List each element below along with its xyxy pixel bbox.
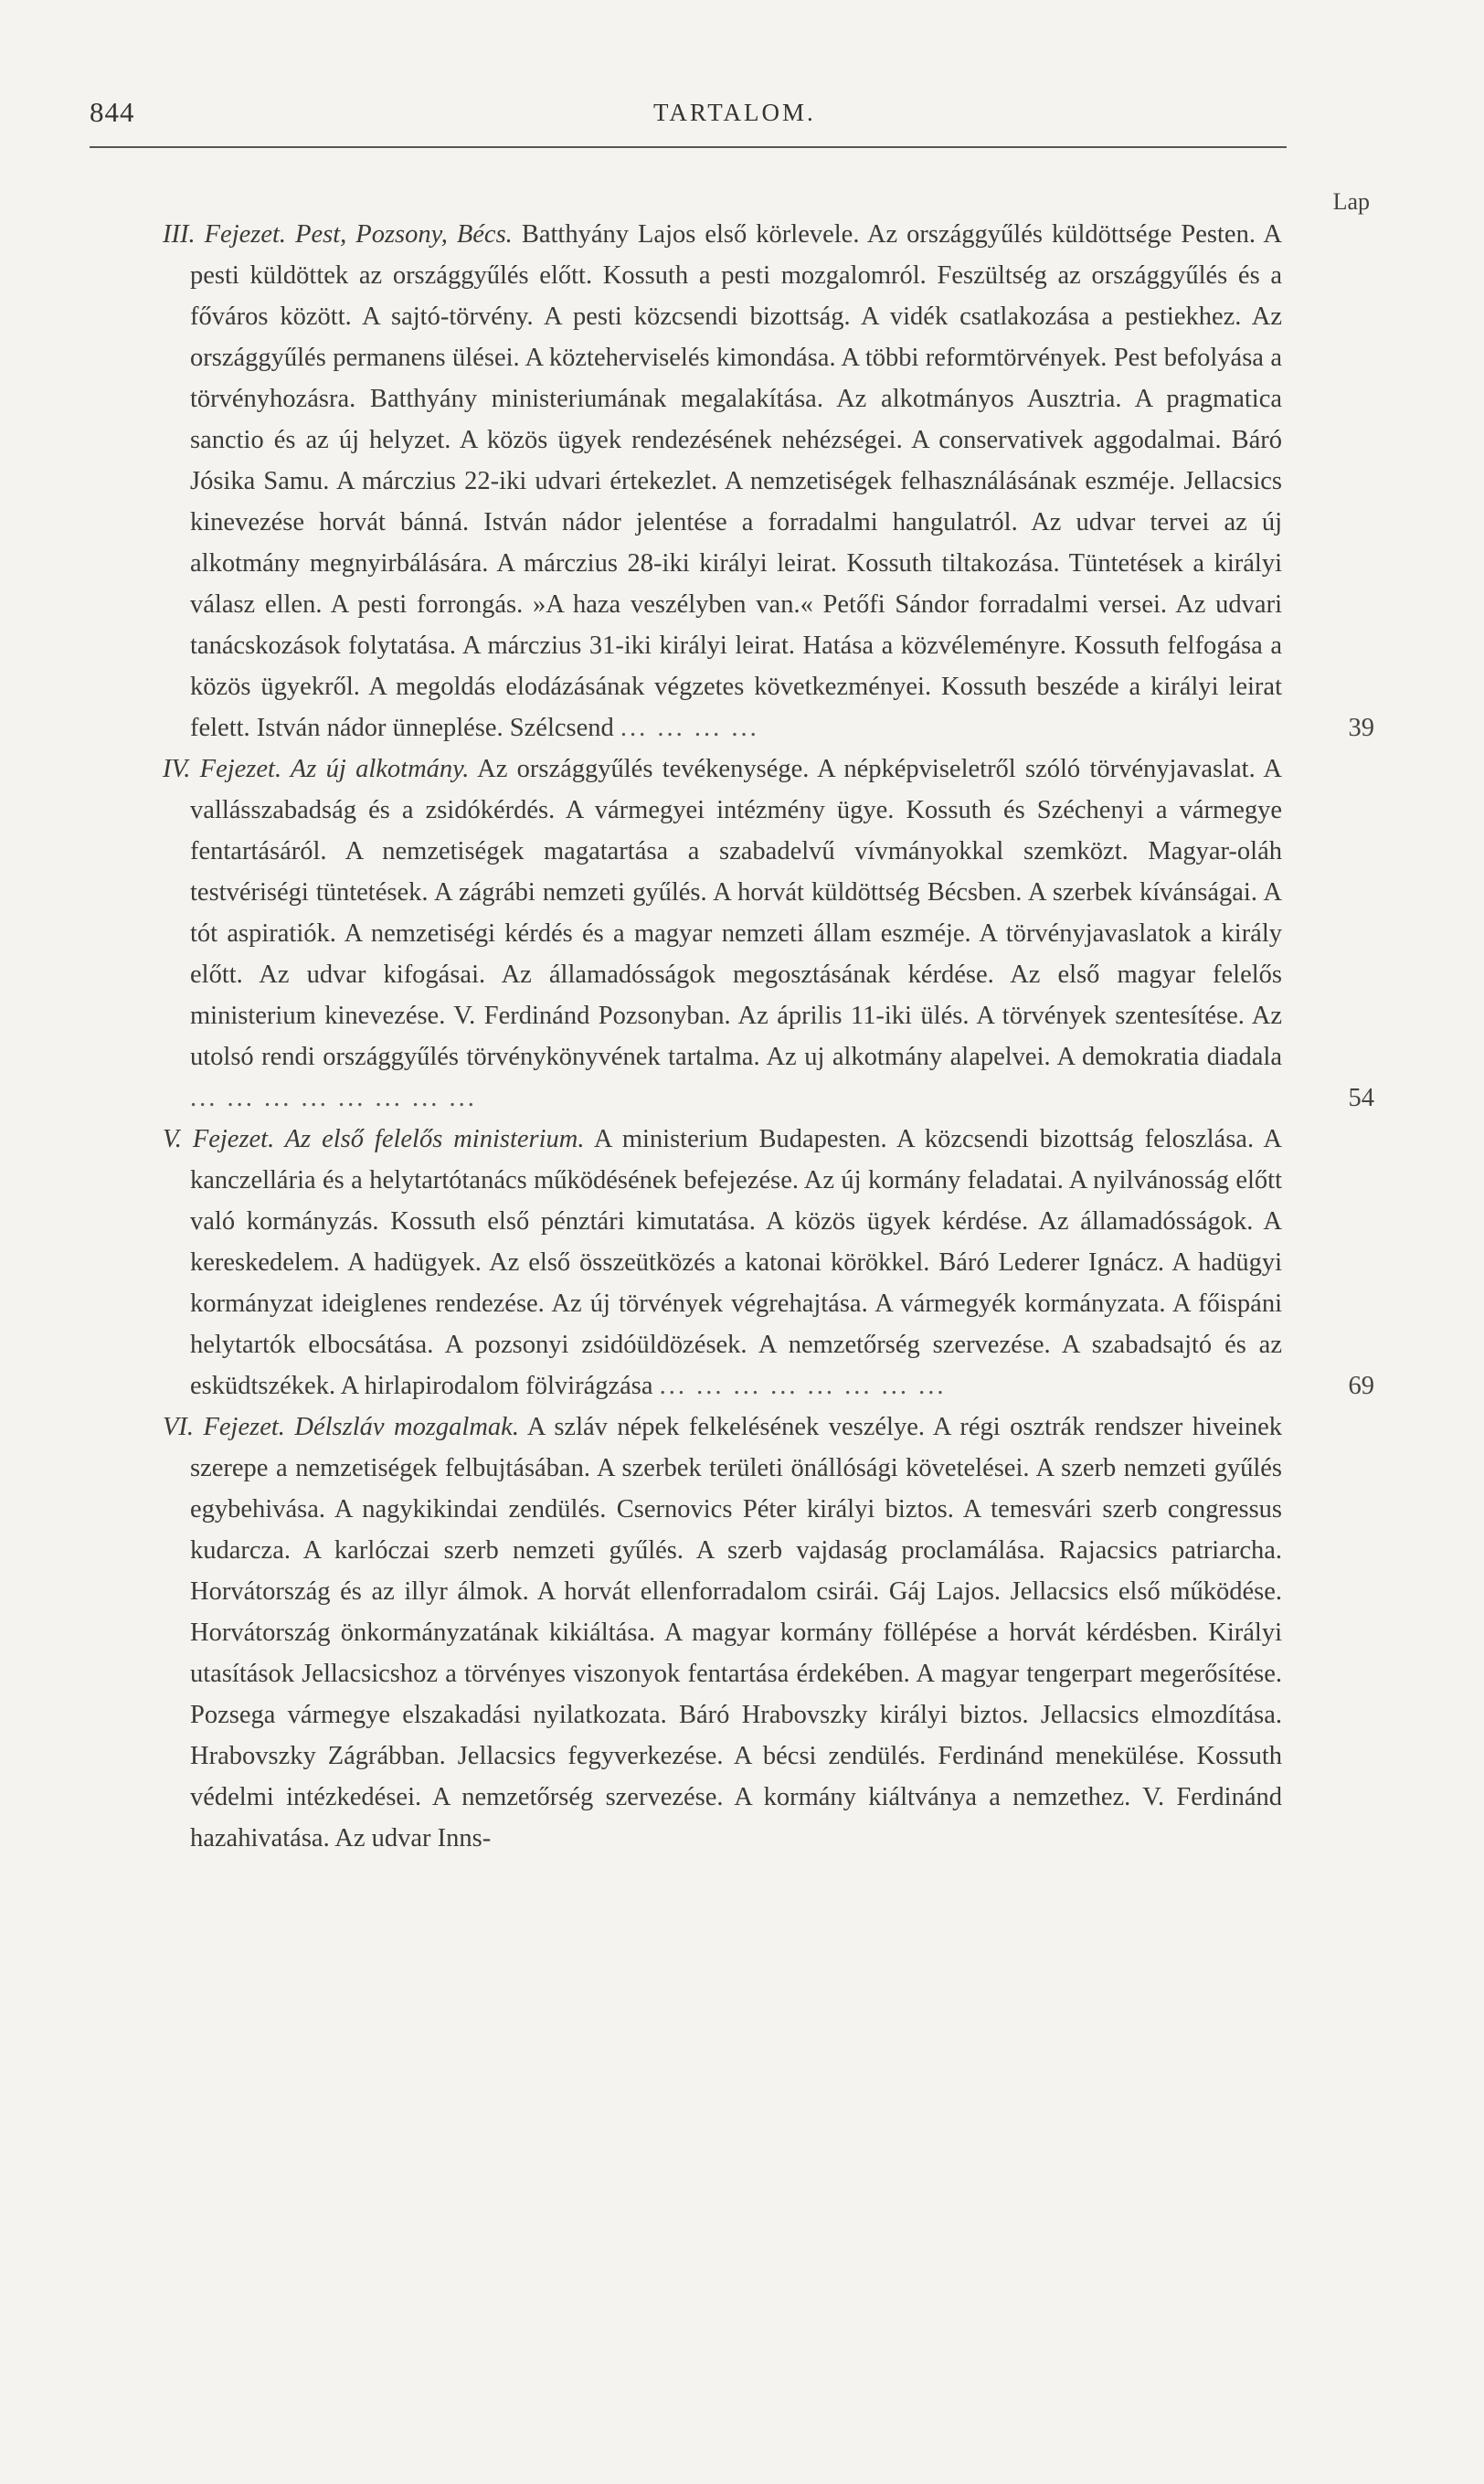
chapter-number: III. bbox=[163, 220, 196, 249]
chapter-title: Fejezet. Az első felelős ministerium. bbox=[192, 1125, 585, 1153]
table-of-contents bbox=[0, 214, 1484, 1859]
chapter-summary: Batthyány Lajos első körlevele. Az országgyűlés küldöttsége Pesten. A pesti küldöttek az országgyűlés előtt. Kossuth a pesti mozgalomról. Feszültség az országgyűlés és a főváros között. A sajtó-törvény. A pesti közcsendi bizottság. A vidék csatlakozása a pestiekhez. Az országgyűlés permanens ülései. A közteherviselés kimondása. A többi reformtörvények. Pest befolyása a törvényhozásra. Batthyány ministeriumának megalakítása. Az alkotmányos Ausztria. A pragmatica sanctio és az új helyzet. A közös ügyek rendezésének nehézségei. A conservativek aggodalmai. Báró Jósika Samu. A márczius 22-iki udvari értekezlet. A nemzetiségek felhasználásának eszméje. Jellacsics kinevezése horvát bánná. István nádor jelentése a forradalmi hangulatról. Az udvar tervei az új alkotmány megnyirbálására. A márczius 28-iki királyi leirat. Kossuth tiltakozása. Tüntetések a királyi válasz ellen. A pesti forrongás. »A haza veszélyben van.« Petőfi Sándor forradalmi versei. Az udvari tanácskozások folytatása. A márczius 31-iki királyi leirat. Hatása a közvéleményre. Kossuth felfogása a közös ügyekről. A megoldás elodázásának végzetes következményei. Kossuth beszéde a királyi leirat felett. István nádor ünneplése. Szélcsend bbox=[190, 220, 1282, 742]
chapter-summary: A ministerium Budapesten. A közcsendi bizottság feloszlása. A kanczellária és a helytartótanács működésének befejezése. Az új kormány feladatai. A nyilvánosság előtt való kormányzás. Kossuth első pénztári kimutatása. A közös ügyek kérdése. Az államadósságok. A kereskedelem. A hadügyek. Az első összeütközés a katonai körökkel. Báró Lederer Ignácz. A hadügyi kormányzat ideiglenes rendezése. Az új törvények végrehajtása. A vármegyék kormányzata. A főispáni helytartók elbocsátása. A pozsonyi zsidóüldözések. A nemzetőrség szervezése. A szabadsajtó és az esküdtszékek. A hirlapirodalom fölvirágzása bbox=[190, 1125, 1283, 1400]
chapter-summary: Az országgyűlés tevékenysége. A népképviseletről szóló törvényjavaslat. A vallásszabadság és a zsidókérdés. A vármegyei intézmény ügye. Kossuth és Széchenyi a vármegye fentartásáról. A nemzetiségek magatartása a szabadelvű vívmányokkal szemközt. Magyar-oláh testvériségi tüntetések. A zágrábi nemzeti gyűlés. A horvát küldöttség Bécsben. A szerbek kívánságai. A tót aspiratiók. A nemzetiségi kérdés és a magyar nemzeti állam eszméje. A törvényjavaslatok a király előtt. Az udvar kifogásai. Az államadósságok megosztásának kérdése. Az első magyar felelős ministerium kinevezése. V. Ferdinánd Pozsonyban. Az április 11-iki ülés. A törvények szentesítése. Az utolsó rendi országgyűlés törvénykönyvének tartalma. Az uj alkotmány alapelvei. A demokratia diadala bbox=[190, 755, 1283, 1071]
toc-entry-chapter-4 bbox=[0, 748, 1484, 1119]
toc-entry-text bbox=[163, 748, 1283, 1119]
chapter-title: Fejezet. Délszláv mozgalmak. bbox=[203, 1413, 519, 1441]
toc-entry-chapter-6 bbox=[0, 1407, 1484, 1859]
page-reference: 39 bbox=[1348, 714, 1374, 742]
chapter-number: IV. bbox=[163, 755, 191, 783]
toc-entry-chapter-3 bbox=[0, 214, 1484, 748]
chapter-number: VI. bbox=[163, 1413, 195, 1441]
running-head-title: TARTALOM. bbox=[653, 99, 816, 126]
chapter-number: V. bbox=[163, 1125, 182, 1153]
toc-entry-text bbox=[163, 214, 1282, 748]
chapter-title: Fejezet. Pest, Pozsony, Bécs. bbox=[204, 220, 513, 249]
dot-leader: ... ... ... ... ... ... ... ... bbox=[659, 1372, 947, 1400]
page-reference: 54 bbox=[1348, 1084, 1374, 1112]
dot-leader: ... ... ... ... bbox=[620, 714, 759, 742]
chapter-title: Fejezet. Az új alkotmány. bbox=[199, 755, 470, 783]
toc-entry-chapter-5 bbox=[0, 1119, 1484, 1407]
chapter-summary: A szláv népek felkelésének veszélye. A régi osztrák rendszer hiveinek szerepe a nemzetiségek felbujtásában. A szerbek területi önállósági követelései. A szerb nemzeti gyűlés egybehivása. A nagykikindai zendülés. Csernovics Péter királyi biztos. A temesvári szerb congressus kudarcza. A karlóczai szerb nemzeti gyűlés. A szerb vajdaság proclamálása. Rajacsics patriarcha. Horvátország és az illyr álmok. A horvát ellenforradalom csirái. Gáj Lajos. Jellacsics első működése. Horvátország önkormányzatának kikiáltása. A magyar kormány föllépése a horvát kérdésben. Királyi utasítások Jellacsicshoz a törvényes viszonyok fentartása érdekében. A magyar tengerpart megerősítése. Pozsega vármegye elszakadási nyilatkozata. Báró Hrabovszky királyi biztos. Jellacsics elmozdítása. Hrabovszky Zágrábban. Jellacsics fegyverkezése. A bécsi zendülés. Ferdinánd menekülése. Kossuth védelmi intézkedései. A nemzetőrség szervezése. A kormány kiáltványa a nemzethez. V. Ferdinánd hazahivatása. Az udvar Inns- bbox=[190, 1413, 1283, 1852]
header-rule bbox=[90, 146, 1287, 148]
page-number: 844 bbox=[90, 96, 135, 128]
dot-leader: ... ... ... ... ... ... ... ... bbox=[190, 1084, 477, 1112]
page-reference: 69 bbox=[1348, 1372, 1374, 1400]
toc-entry-text bbox=[163, 1407, 1283, 1859]
toc-entry-text bbox=[163, 1119, 1283, 1407]
page-column-label: Lap bbox=[1332, 188, 1370, 215]
